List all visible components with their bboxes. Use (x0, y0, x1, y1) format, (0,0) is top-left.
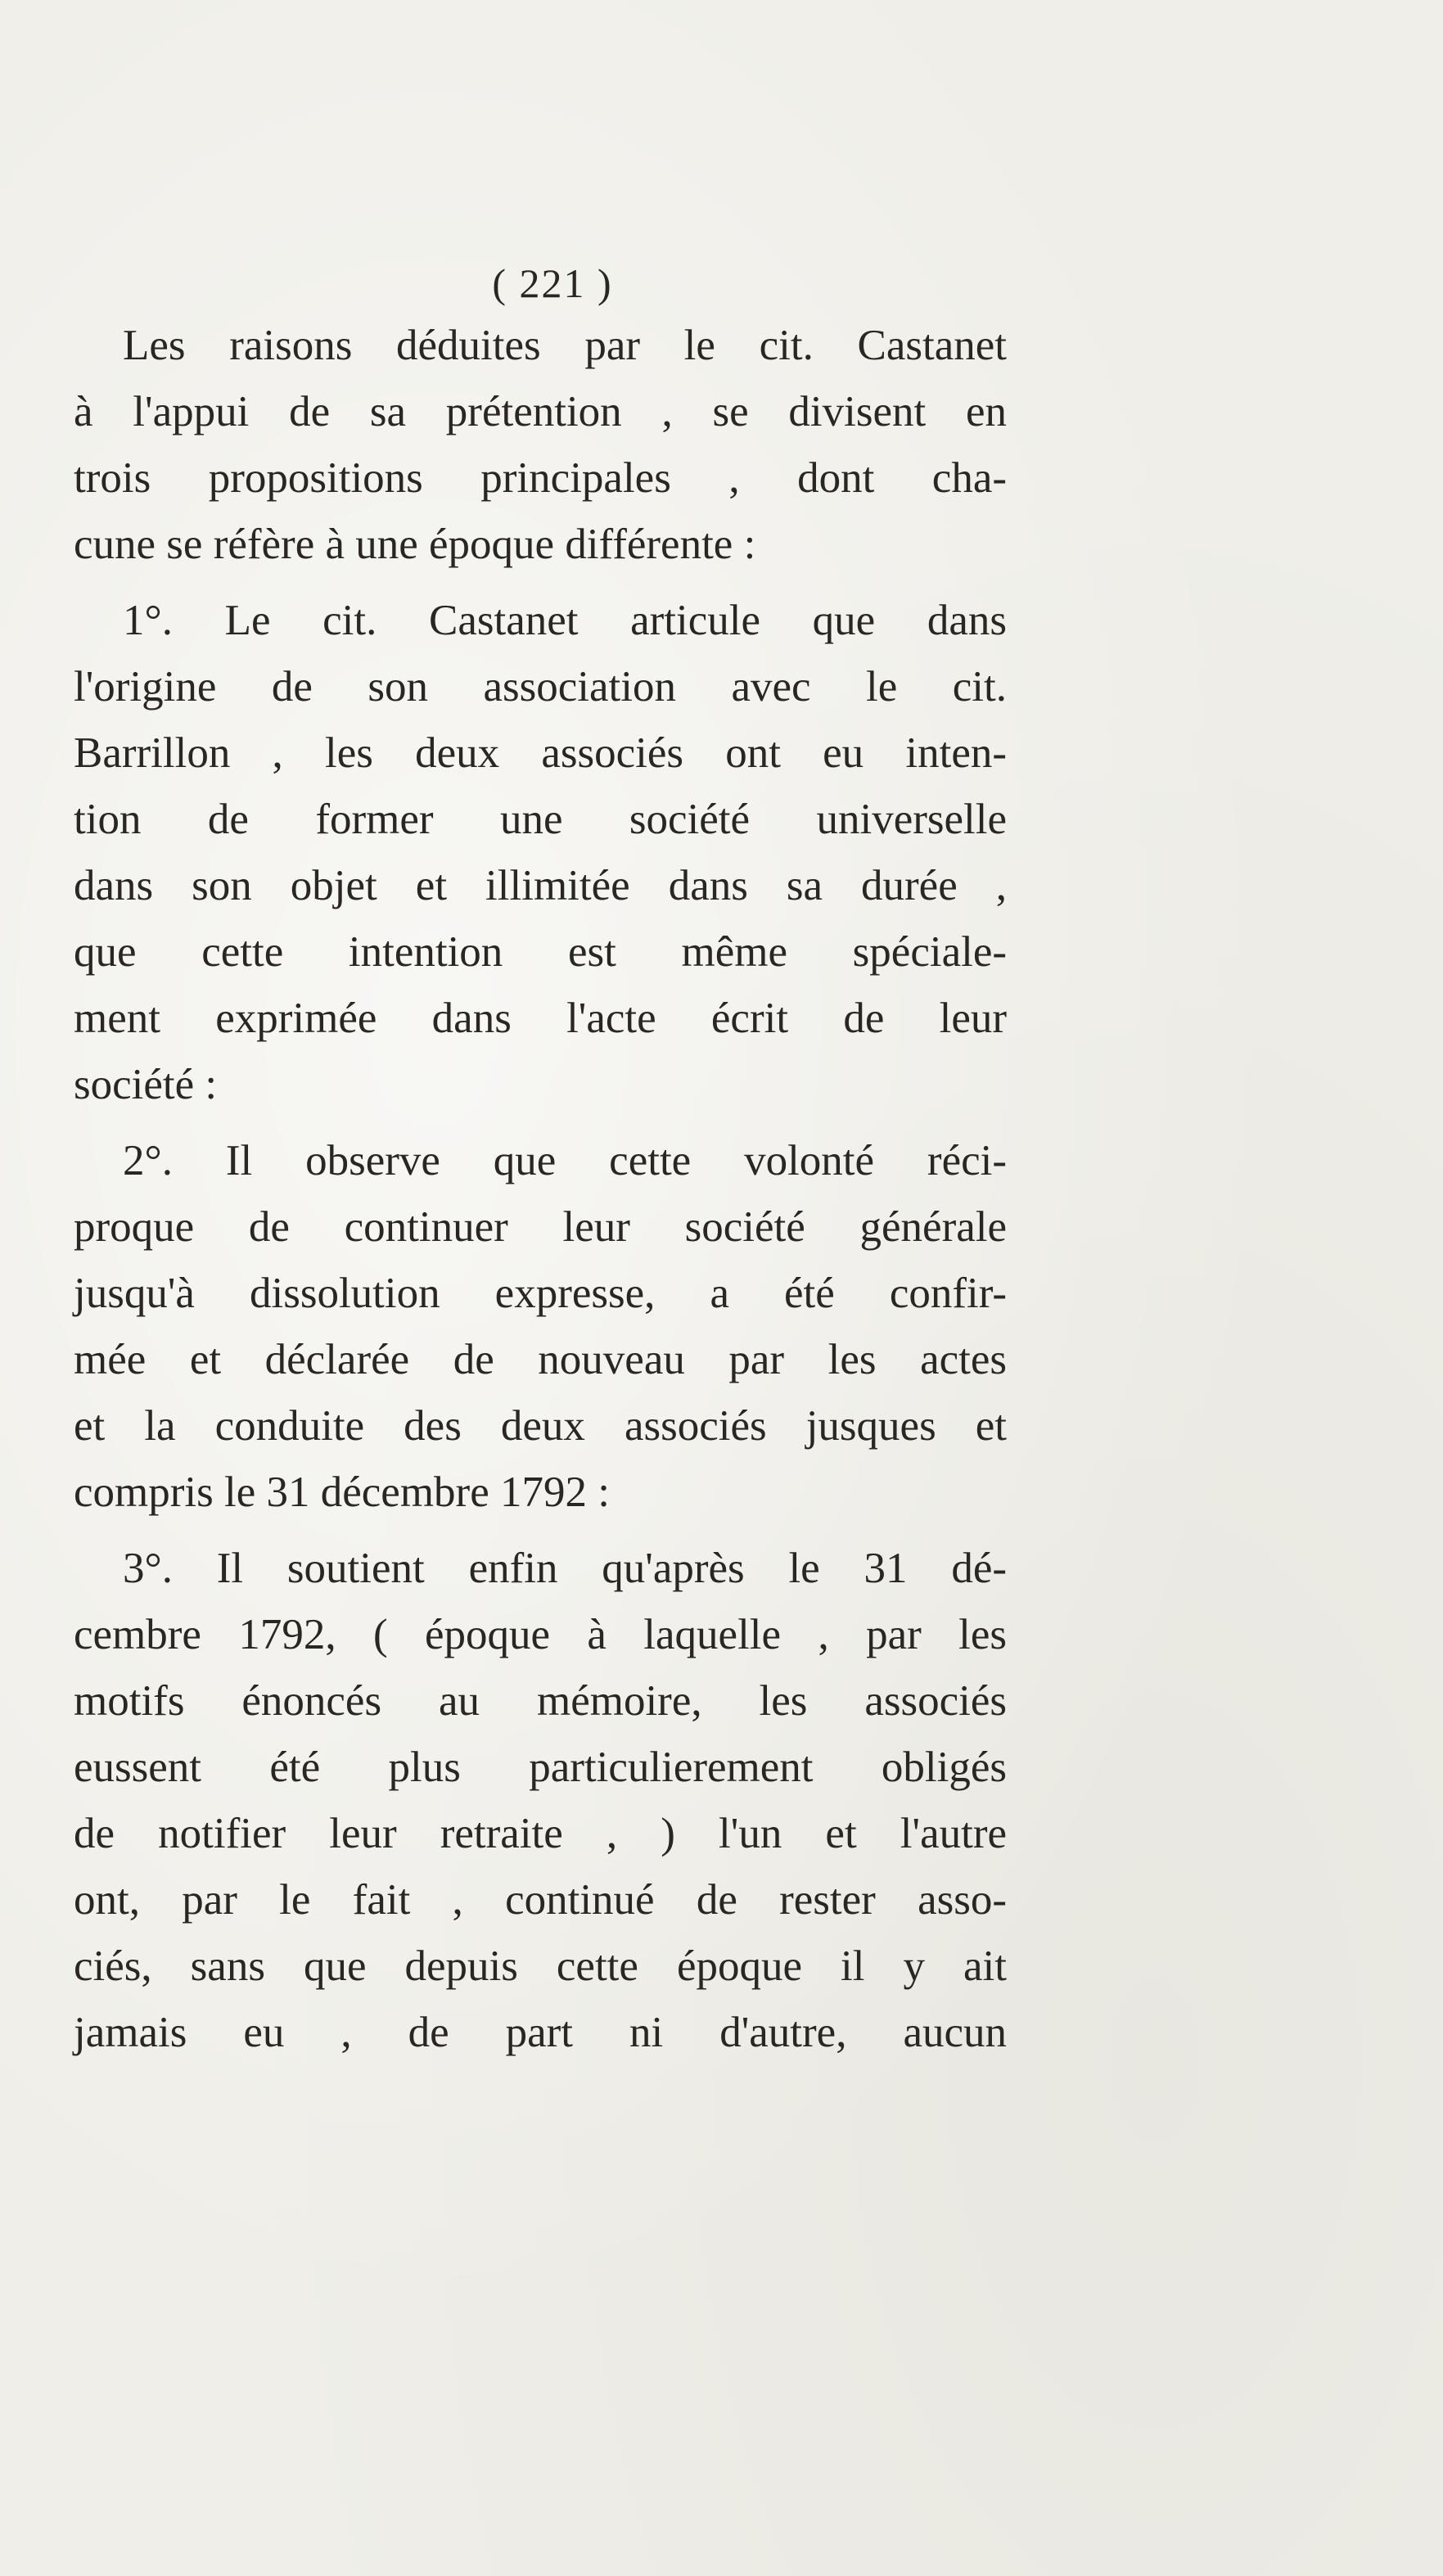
text-line: cembre 1792, ( époque à laquelle , par les (74, 1611, 1007, 1658)
paragraph-gap (74, 1118, 1007, 1128)
body-text (74, 313, 1007, 2066)
text-line: cune se réfère à une époque différente : (74, 521, 756, 568)
text-line: ont, par le fait , continué de rester asso- (74, 1876, 1007, 1924)
text-line: mée et déclarée de nouveau par les actes (74, 1336, 1007, 1383)
paragraph-gap (74, 1526, 1007, 1536)
text-line: dans son objet et illimitée dans sa durée , (74, 862, 1007, 909)
text-line: que cette intention est même spéciale- (74, 928, 1007, 976)
text-line: ciés, sans que depuis cette époque il y ait (74, 1942, 1007, 1990)
text-line: jusqu'à dissolution expresse, a été confir- (74, 1270, 1007, 1317)
text-line: et la conduite des deux associés jusques et (74, 1402, 1007, 1450)
page-number: ( 221 ) (492, 260, 613, 306)
text-line: 1°. Le cit. Castanet articule que dans (123, 597, 1007, 644)
page-text-block (74, 254, 1007, 2066)
text-line: ment exprimée dans l'acte écrit de leur (74, 995, 1007, 1042)
text-line: jamais eu , de part ni d'autre, aucun (74, 2009, 1007, 2056)
text-line: à l'appui de sa prétention , se divisent en (74, 388, 1007, 435)
text-line: proque de continuer leur société générale (74, 1203, 1007, 1251)
paragraph-gap (74, 578, 1007, 588)
text-line: 3°. Il soutient enfin qu'après le 31 dé- (123, 1545, 1007, 1592)
text-line: 2°. Il observe que cette volonté réci- (123, 1137, 1007, 1184)
text-line: Les raisons déduites par le cit. Castanet (123, 322, 1007, 369)
text-line: de notifier leur retraite , ) l'un et l'autre (74, 1810, 1007, 1857)
text-line: trois propositions principales , dont cha- (74, 454, 1007, 502)
text-line: eussent été plus particulierement obligés (74, 1744, 1007, 1791)
text-line: compris le 31 décembre 1792 : (74, 1468, 610, 1516)
text-line: tion de former une société universelle (74, 796, 1007, 843)
text-line: l'origine de son association avec le cit. (74, 663, 1007, 711)
text-line: Barrillon , les deux associés ont eu inten- (74, 729, 1007, 777)
text-line: motifs énoncés au mémoire, les associés (74, 1677, 1007, 1725)
text-line: société : (74, 1061, 218, 1108)
